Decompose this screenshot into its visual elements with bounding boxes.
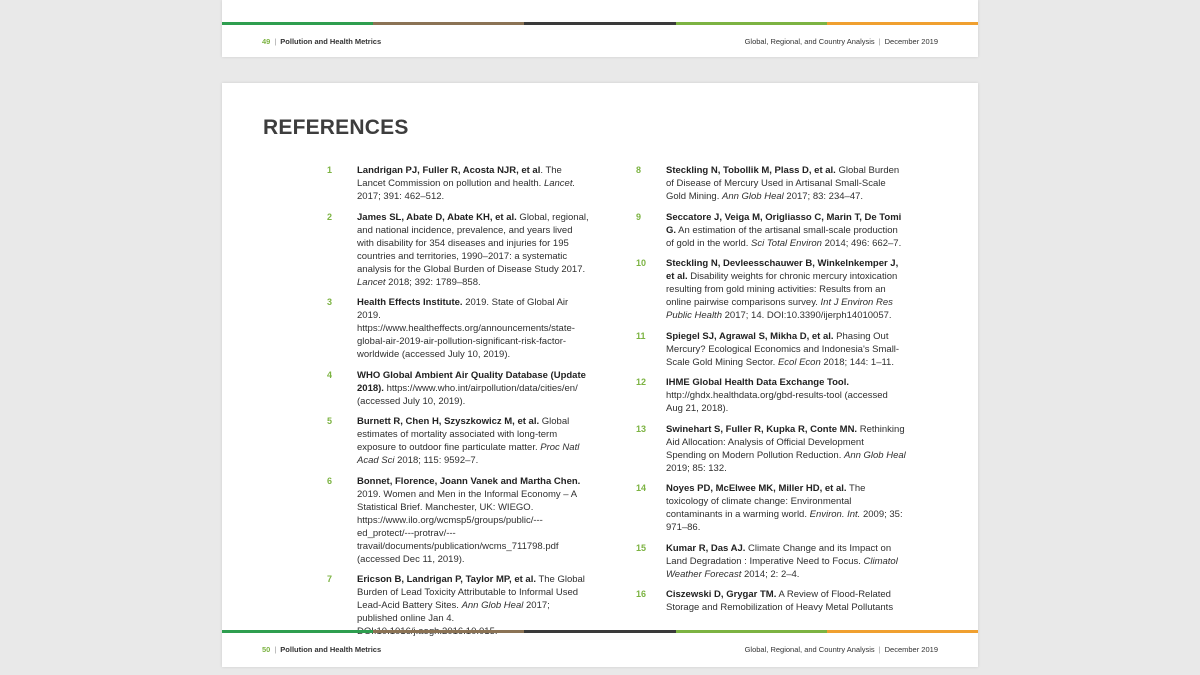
reference-body: Global Burden of Disease of Mercury Used in Artisanal Small-Scale Gold Mining. xyxy=(666,165,900,202)
reference-number: 2 xyxy=(327,211,333,222)
stripe-segment xyxy=(373,630,524,633)
reference-number: 8 xyxy=(636,165,642,175)
stripe-segment xyxy=(222,22,373,25)
reference-text xyxy=(666,423,906,475)
reference-authors: Steckling N, Tobollik M, Plass D, et al. xyxy=(666,165,836,176)
reference-journal: Environ. Int. xyxy=(809,509,861,520)
reference-authors: Seccatore J, Veiga M, Origliasso C, Marin T, De Tomi G. xyxy=(666,211,902,236)
report-date: December 2019 xyxy=(884,645,938,654)
reference-item xyxy=(636,211,906,250)
running-title: Pollution and Health Metrics xyxy=(280,645,382,654)
running-title: Pollution and Health Metrics xyxy=(280,37,382,46)
reference-body: https://www.who.int/airpollution/data/cities/en/ (accessed July 10, 2019). xyxy=(357,382,578,407)
reference-item xyxy=(327,415,589,467)
reference-body: . The Lancet Commission on pollution and health. xyxy=(357,165,562,189)
reference-number: 12 xyxy=(636,377,647,387)
reference-text xyxy=(666,330,906,369)
reference-citation: 2014; 496: 662–7. xyxy=(821,237,902,249)
reference-authors: Steckling N, Devleesschauwer B, Winkelnkemper J, et al. xyxy=(666,258,899,282)
reference-journal: Ann Glob Heal xyxy=(721,191,784,202)
reference-number: 15 xyxy=(636,542,647,553)
reference-citation: 2018; 392: 1789–858. xyxy=(385,276,481,288)
reference-text xyxy=(357,475,589,566)
reference-journal: Climatol Weather Forecast xyxy=(666,555,898,580)
reference-number: 14 xyxy=(636,483,647,493)
reference-item xyxy=(636,330,906,369)
page-footer: 49 | Pollution and Health Metrics Global, Regional, and Country Analysis | December 2019 xyxy=(262,37,938,46)
reference-text xyxy=(357,296,589,361)
stripe-segment xyxy=(222,630,373,633)
reference-item xyxy=(327,573,589,638)
reference-authors: WHO Global Ambient Air Quality Database (Update 2018). xyxy=(357,369,586,394)
reference-journal: Ecol Econ xyxy=(777,356,821,368)
reference-citation: 2017; 83: 234–47. xyxy=(783,191,864,202)
reference-journal: Ann Glob Heal xyxy=(843,449,906,461)
reference-body: Phasing Out Mercury? Ecological Economics and Indonesia's Small-Scale Gold Mining Sector. xyxy=(666,330,900,368)
reference-text xyxy=(666,376,906,415)
reference-body: Climate Change and its Impact on Land Degradation : Imperative Need to Focus. xyxy=(666,542,892,567)
stripe-segment xyxy=(524,22,675,25)
report-date: December 2019 xyxy=(884,37,938,46)
reference-number: 4 xyxy=(327,369,333,380)
reference-item xyxy=(636,257,906,322)
page-title: REFERENCES xyxy=(263,116,409,139)
reference-authors: Swinehart S, Fuller R, Kupka R, Conte MN. xyxy=(666,423,858,435)
stripe-segment xyxy=(827,22,978,25)
reference-body: Disability weights for chronic mercury intoxication resulting from gold mining activities: Results from an online pairwise comparisons survey. xyxy=(666,271,898,308)
color-stripe xyxy=(222,630,978,633)
reference-citation: 2017; 391: 462–512. xyxy=(357,191,445,202)
reference-body: 2019. State of Global Air 2019. https://www.healtheffects.org/announcements/state-global-air-2019-air-pollution-significant-risk-factor-worldwide (accessed July 10, 2019). xyxy=(357,297,575,360)
stripe-segment xyxy=(676,630,827,633)
stripe-segment xyxy=(373,22,524,25)
reference-number: 11 xyxy=(636,330,646,341)
reference-text xyxy=(357,211,589,289)
reference-number: 10 xyxy=(636,258,647,268)
references-column-left xyxy=(327,164,589,646)
reference-item xyxy=(327,296,589,361)
reference-text xyxy=(666,257,906,322)
reference-body: 2019. Women and Men in the Informal Economy – A Statistical Brief. Manchester, UK: WIEGO. https://www.ilo.org/wcmsp5/groups/public/---ed_protect/---protrav/---travail/documents/publication/wcms_711798.pdf (accessed Dec 11, 2019). xyxy=(357,488,577,565)
reference-text xyxy=(357,164,589,203)
reference-authors: Landrigan PJ, Fuller R, Acosta NJR, et al xyxy=(357,165,541,176)
reference-authors: Ericson B, Landrigan P, Taylor MP, et al. xyxy=(357,574,536,585)
reference-item xyxy=(327,211,589,289)
reference-text xyxy=(357,415,589,467)
reference-number: 9 xyxy=(636,211,642,222)
reference-item xyxy=(636,542,906,581)
reference-body: An estimation of the artisanal small-scale production of gold in the world. xyxy=(666,224,898,249)
reference-item xyxy=(327,475,589,566)
previous-page xyxy=(222,0,978,57)
reference-body: A Review of Flood-Related Storage and Remobilization of Heavy Metal Pollutants xyxy=(666,589,894,613)
reference-text xyxy=(666,211,906,250)
reference-authors: Kumar R, Das AJ. xyxy=(666,542,746,554)
reference-body: The toxicology of climate change: Environmental contaminants in a warming world. xyxy=(666,483,866,520)
reference-journal: Proc Natl Acad Sci xyxy=(357,442,580,466)
reference-number: 7 xyxy=(327,574,333,584)
references-page xyxy=(222,83,978,667)
reference-item xyxy=(636,164,906,203)
reference-citation: 2019; 85: 132. xyxy=(666,462,727,474)
reference-citation: 2018; 144: 1–11. xyxy=(820,356,894,368)
reference-authors: Noyes PD, McElwee MK, Miller HD, et al. xyxy=(666,483,847,494)
page-number: 49 xyxy=(262,37,271,46)
reference-text xyxy=(357,369,589,408)
reference-journal: Lancet xyxy=(357,276,386,288)
reference-citation: 2017; 14. DOI:10.3390/ijerph14010057. xyxy=(721,310,892,321)
page-footer: 50 | Pollution and Health Metrics Global, Regional, and Country Analysis | December 2019 xyxy=(262,645,938,654)
reference-authors: Burnett R, Chen H, Szyszkowicz M, et al. xyxy=(357,416,540,427)
reference-text xyxy=(357,573,589,638)
reference-item xyxy=(327,369,589,408)
reference-authors: Spiegel SJ, Agrawal S, Mikha D, et al. xyxy=(666,330,834,342)
reference-authors: Health Effects Institute. xyxy=(357,297,463,308)
reference-journal: Int J Environ Res Public Health xyxy=(666,297,893,321)
reference-item xyxy=(327,164,589,203)
reference-journal: Ann Glob Heal xyxy=(461,600,524,611)
reference-authors: James SL, Abate D, Abate KH, et al. xyxy=(357,211,517,223)
reference-body: Global estimates of mortality associated with long-term exposure to outdoor fine particulate matter. xyxy=(357,416,570,453)
reference-text xyxy=(666,482,906,534)
reference-number: 3 xyxy=(327,297,333,307)
stripe-segment xyxy=(524,630,675,633)
reference-body: Global, regional, and national incidence, prevalence, and years lived with disability for 354 diseases and injuries for 195 countries and territories, 1990–2017: a systematic analysis for the Global Burden of Disease Study 2017. xyxy=(357,211,589,275)
reference-authors: IHME Global Health Data Exchange Tool. xyxy=(666,377,849,388)
reference-citation: 2009; 35: 971–86. xyxy=(666,509,903,533)
reference-number: 6 xyxy=(327,475,333,486)
reference-text xyxy=(666,588,906,614)
reference-number: 13 xyxy=(636,423,647,434)
reference-text xyxy=(666,164,906,203)
reference-journal: Sci Total Environ xyxy=(751,237,822,249)
color-stripe xyxy=(222,22,978,25)
reference-citation: 2014; 2: 2–4. xyxy=(741,568,800,580)
reference-item xyxy=(636,423,906,475)
reference-number: 5 xyxy=(327,416,333,426)
reference-body: The Global Burden of Lead Toxicity Attributable to Informal Used Lead-Acid Battery Sites. xyxy=(357,574,585,611)
reference-item xyxy=(636,588,906,614)
report-subtitle: Global, Regional, and Country Analysis xyxy=(744,645,875,654)
reference-number: 1 xyxy=(327,165,333,175)
reference-journal: Lancet. xyxy=(543,178,576,189)
reference-number: 16 xyxy=(636,589,647,599)
reference-body: http://ghdx.healthdata.org/gbd-results-tool (accessed Aug 21, 2018). xyxy=(666,390,888,414)
references-column-right xyxy=(636,164,906,622)
reference-item xyxy=(636,376,906,415)
reference-item xyxy=(636,482,906,534)
page-number: 50 xyxy=(262,645,271,654)
reference-citation: 2018; 115: 9592–7. xyxy=(394,455,479,466)
reference-citation: 2017; published online Jan 4. xyxy=(357,600,550,624)
stripe-segment xyxy=(827,630,978,633)
reference-authors: Bonnet, Florence, Joann Vanek and Martha Chen. xyxy=(357,475,581,487)
reference-authors: Ciszewski D, Grygar TM. xyxy=(666,589,777,600)
reference-body: Rethinking Aid Allocation: Analysis of Official Development Spending on Modern Pollution Reduction. xyxy=(666,423,905,461)
reference-text xyxy=(666,542,906,581)
stripe-segment xyxy=(676,22,827,25)
report-subtitle: Global, Regional, and Country Analysis xyxy=(744,37,875,46)
